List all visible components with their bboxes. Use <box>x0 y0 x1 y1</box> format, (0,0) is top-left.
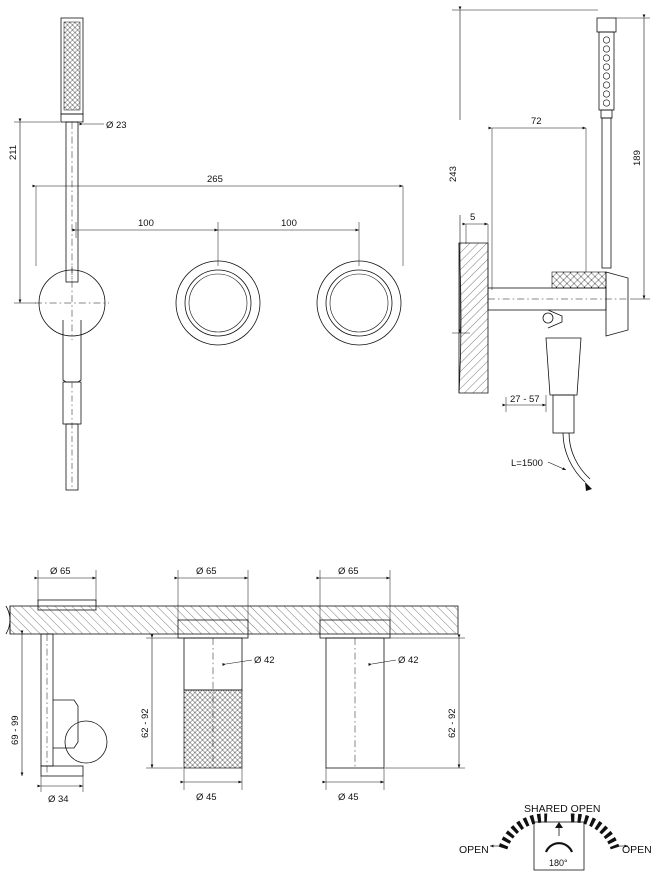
dim-label-5: 5 <box>470 212 476 223</box>
dim-label-100-right: 100 <box>281 218 297 229</box>
legend-handle-icon <box>534 822 584 870</box>
control-handle-middle <box>176 261 260 345</box>
dim-base-dia-middle <box>184 768 242 803</box>
dim-projection-72 <box>492 116 586 290</box>
dim-label-dia42-middle: Ø 42 <box>254 655 275 666</box>
spray-holes <box>603 37 609 106</box>
dim-label-dia65-middle: Ø 65 <box>196 566 217 577</box>
dim-label-dia65-left: Ø 65 <box>50 566 71 577</box>
dim-label-189: 189 <box>632 150 643 166</box>
dim-label-265: 265 <box>207 174 223 185</box>
handshower-head <box>61 18 83 122</box>
dim-base-dia-right <box>326 768 384 803</box>
dim-plate-dia-left <box>38 566 96 602</box>
handshower-handle <box>66 122 78 282</box>
dim-outlet-dia <box>41 776 83 805</box>
dim-depth-27-57 <box>506 394 546 412</box>
dim-label-100-left: 100 <box>138 218 154 229</box>
section-body-middle <box>178 620 248 768</box>
front-elevation-view <box>8 18 403 490</box>
dim-handset-diameter <box>83 120 127 131</box>
dim-label-243: 243 <box>448 166 459 182</box>
side-elevation-view <box>448 10 650 491</box>
dim-spacing-100-left <box>76 218 218 266</box>
legend-shared-open-label: SHARED OPEN <box>524 803 601 815</box>
dim-body-dia-right <box>372 655 419 666</box>
dim-height-211 <box>8 122 60 303</box>
dim-label-27-57: 27 - 57 <box>510 394 540 405</box>
dim-label-dia42-right: Ø 42 <box>398 655 419 666</box>
legend-angle-label: 180° <box>549 858 568 868</box>
valve-body-side <box>488 272 628 336</box>
dim-label-dia34: Ø 34 <box>48 794 69 805</box>
handshower-head-side <box>597 18 616 268</box>
dim-label-211: 211 <box>8 144 19 160</box>
outlet-and-hose <box>546 338 592 491</box>
dim-handset-height-189 <box>616 18 650 299</box>
operation-legend <box>459 803 652 870</box>
legend-arc-left <box>503 818 547 848</box>
section-view <box>6 566 465 805</box>
dim-label-62-92-middle: 62 - 92 <box>140 708 151 738</box>
section-body-right <box>320 620 390 768</box>
dim-label-hose: L=1500 <box>511 458 543 469</box>
control-handle-right <box>317 261 401 345</box>
wall-section <box>459 243 488 393</box>
dim-height-right-range <box>385 638 465 768</box>
dim-label-handset-dia: Ø 23 <box>106 120 127 131</box>
dim-label-69-99: 69 - 99 <box>10 715 21 745</box>
dim-label-62-92-right: 62 - 92 <box>447 708 458 738</box>
dim-body-dia-middle <box>226 655 275 666</box>
legend-arc-right <box>571 818 615 848</box>
dim-height-middle-range <box>140 638 183 768</box>
dim-height-left-range <box>10 634 22 776</box>
dim-spacing-100-right <box>218 218 359 266</box>
dim-hose-length <box>511 458 566 470</box>
dim-label-dia45-middle: Ø 45 <box>196 792 217 803</box>
legend-open-right-label: OPEN <box>622 844 652 856</box>
dim-label-dia65-right: Ø 65 <box>338 566 359 577</box>
holder-round-plate <box>35 266 109 490</box>
legend-open-left-label: OPEN <box>459 844 489 856</box>
dim-label-dia45-right: Ø 45 <box>338 792 359 803</box>
dim-width-265 <box>36 174 403 266</box>
dim-label-72: 72 <box>531 116 542 127</box>
